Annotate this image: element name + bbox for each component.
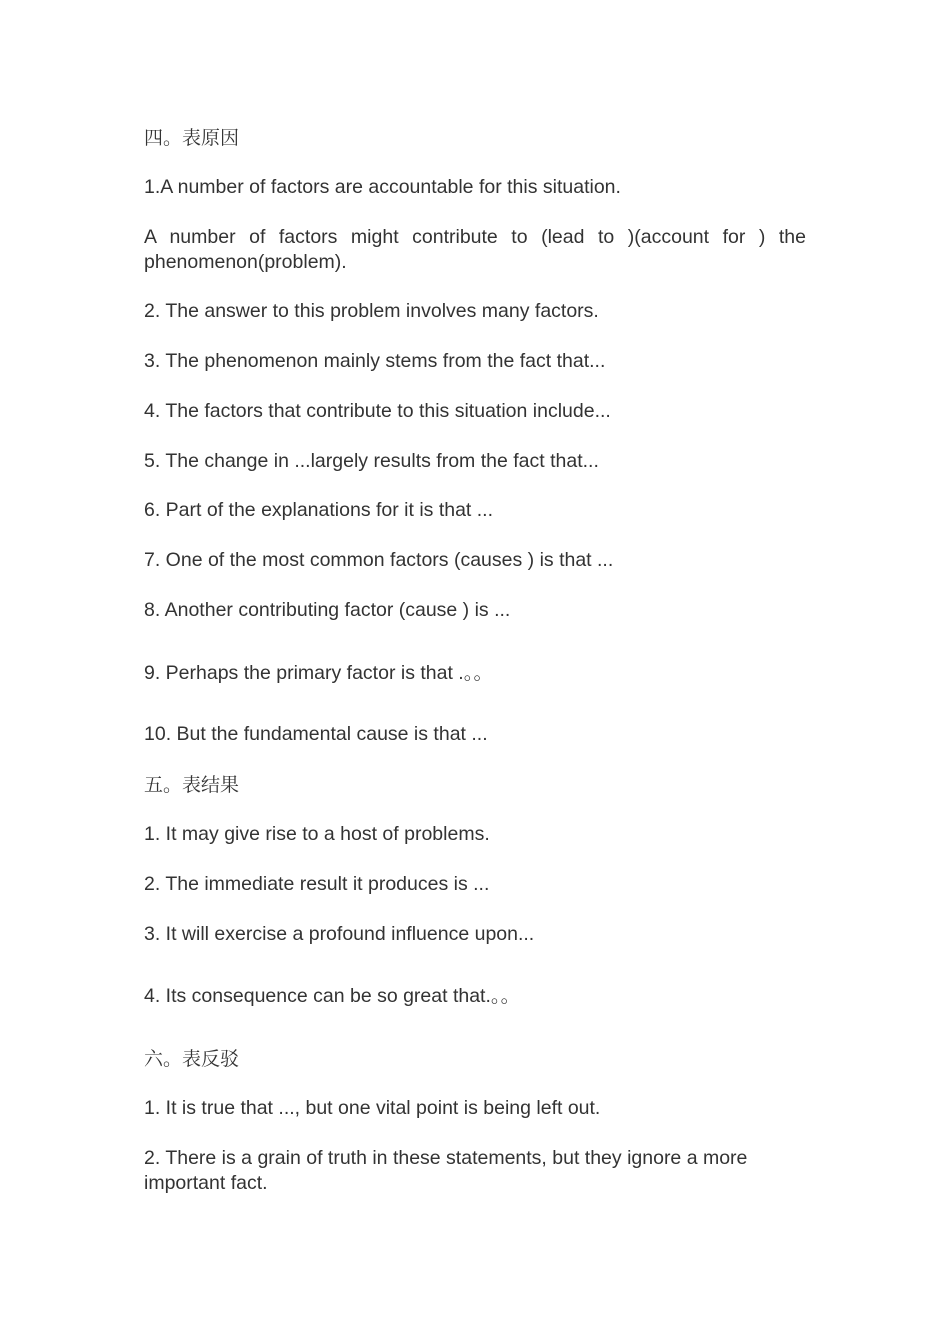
- list-item: 8. Another contributing factor (cause ) is ...: [144, 599, 511, 621]
- list-item: 3. It will exercise a profound influence upon...: [144, 923, 535, 945]
- list-item: 2. The immediate result it produces is ...: [144, 873, 490, 895]
- list-item: 4. The factors that contribute to this situation include...: [144, 400, 611, 422]
- list-item: A number of factors might contribute to (lead to )(account for ) the phenomenon(problem).: [144, 226, 806, 273]
- list-item: 5. The change in ...largely results from the fact that...: [144, 450, 599, 472]
- section-heading-causes: 四。表原因: [144, 127, 240, 149]
- list-item: 10. But the fundamental cause is that ...: [144, 723, 488, 745]
- list-item: 9. Perhaps the primary factor is that .。。: [144, 662, 493, 684]
- section-heading-rebuttal: 六。表反驳: [144, 1048, 240, 1070]
- list-item: 4. Its consequence can be so great that.。。: [144, 985, 521, 1007]
- list-item: 2. There is a grain of truth in these statements, but they ignore a more important fact.: [144, 1147, 748, 1194]
- list-item: 3. The phenomenon mainly stems from the fact that...: [144, 350, 606, 372]
- list-item: 2. The answer to this problem involves many factors.: [144, 300, 599, 322]
- list-item: 1. It is true that ..., but one vital point is being left out.: [144, 1097, 601, 1119]
- section-heading-results: 五。表结果: [144, 774, 240, 796]
- list-item: 1.A number of factors are accountable for this situation.: [144, 176, 621, 198]
- list-item: 7. One of the most common factors (causes ) is that ...: [144, 549, 614, 571]
- list-item: 1. It may give rise to a host of problems.: [144, 823, 490, 845]
- list-item: 6. Part of the explanations for it is that ...: [144, 499, 494, 521]
